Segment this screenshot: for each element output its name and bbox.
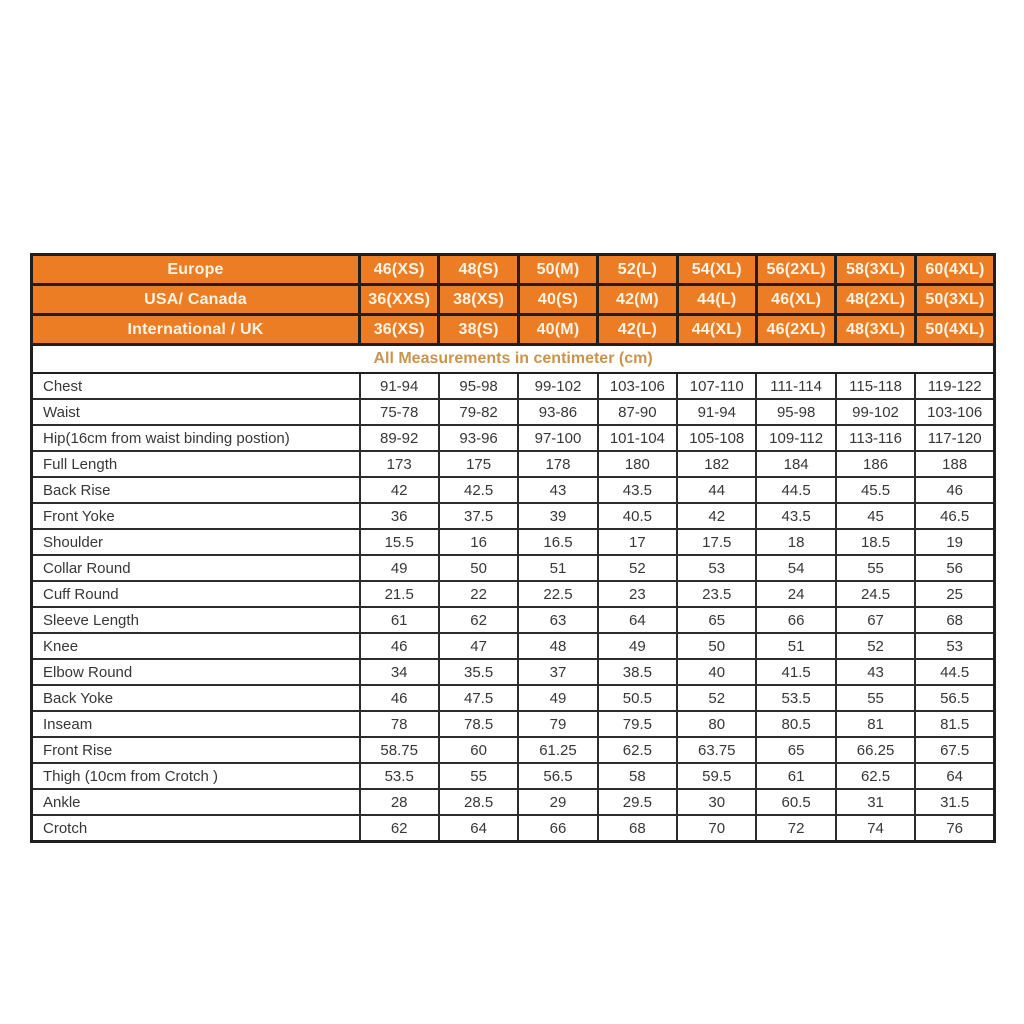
measurement-label: Ankle bbox=[32, 789, 360, 815]
measurement-value-cell: 49 bbox=[598, 633, 677, 659]
measurement-row bbox=[32, 581, 995, 607]
unit-note-row bbox=[32, 345, 995, 374]
measurement-value-cell: 46 bbox=[360, 633, 439, 659]
measurement-value-cell: 68 bbox=[915, 607, 994, 633]
measurement-label: Sleeve Length bbox=[32, 607, 360, 633]
measurement-label: Front Rise bbox=[32, 737, 360, 763]
measurement-label: Front Yoke bbox=[32, 503, 360, 529]
size-value-cell: 52(L) bbox=[598, 255, 677, 285]
size-system-label: International / UK bbox=[32, 315, 360, 345]
measurement-value-cell: 39 bbox=[518, 503, 597, 529]
measurement-unit-note: All Measurements in centimeter (cm) bbox=[32, 345, 995, 374]
measurement-value-cell: 64 bbox=[598, 607, 677, 633]
measurement-value-cell: 21.5 bbox=[360, 581, 439, 607]
size-value-cell: 58(3XL) bbox=[836, 255, 915, 285]
measurement-row bbox=[32, 633, 995, 659]
measurement-value-cell: 62.5 bbox=[836, 763, 915, 789]
measurement-value-cell: 113-116 bbox=[836, 425, 915, 451]
measurement-value-cell: 68 bbox=[598, 815, 677, 842]
size-value-cell: 60(4XL) bbox=[915, 255, 994, 285]
measurement-value-cell: 34 bbox=[360, 659, 439, 685]
measurement-value-cell: 50.5 bbox=[598, 685, 677, 711]
measurement-value-cell: 38.5 bbox=[598, 659, 677, 685]
measurement-value-cell: 56.5 bbox=[915, 685, 994, 711]
measurement-value-cell: 74 bbox=[836, 815, 915, 842]
measurement-value-cell: 47.5 bbox=[439, 685, 518, 711]
measurement-value-cell: 43.5 bbox=[756, 503, 835, 529]
size-value-cell: 48(2XL) bbox=[836, 285, 915, 315]
measurement-value-cell: 91-94 bbox=[360, 373, 439, 399]
measurement-value-cell: 101-104 bbox=[598, 425, 677, 451]
measurement-value-cell: 64 bbox=[439, 815, 518, 842]
measurement-value-cell: 55 bbox=[836, 555, 915, 581]
measurement-label: Shoulder bbox=[32, 529, 360, 555]
measurement-label: Cuff Round bbox=[32, 581, 360, 607]
measurement-value-cell: 19 bbox=[915, 529, 994, 555]
measurement-value-cell: 87-90 bbox=[598, 399, 677, 425]
measurement-value-cell: 54 bbox=[756, 555, 835, 581]
size-value-cell: 42(L) bbox=[598, 315, 677, 345]
measurement-value-cell: 62 bbox=[439, 607, 518, 633]
measurement-value-cell: 53.5 bbox=[360, 763, 439, 789]
measurement-row bbox=[32, 373, 995, 399]
measurement-value-cell: 93-86 bbox=[518, 399, 597, 425]
measurement-value-cell: 52 bbox=[677, 685, 756, 711]
measurement-value-cell: 49 bbox=[360, 555, 439, 581]
measurement-value-cell: 22 bbox=[439, 581, 518, 607]
measurement-row bbox=[32, 477, 995, 503]
size-value-cell: 54(XL) bbox=[677, 255, 756, 285]
measurement-value-cell: 111-114 bbox=[756, 373, 835, 399]
measurement-value-cell: 31 bbox=[836, 789, 915, 815]
measurement-value-cell: 67 bbox=[836, 607, 915, 633]
size-system-row bbox=[32, 255, 995, 285]
measurement-value-cell: 99-102 bbox=[836, 399, 915, 425]
measurement-value-cell: 64 bbox=[915, 763, 994, 789]
measurement-row bbox=[32, 763, 995, 789]
measurement-value-cell: 16 bbox=[439, 529, 518, 555]
measurement-value-cell: 22.5 bbox=[518, 581, 597, 607]
measurement-value-cell: 48 bbox=[518, 633, 597, 659]
size-value-cell: 44(XL) bbox=[677, 315, 756, 345]
measurement-value-cell: 42 bbox=[360, 477, 439, 503]
measurement-value-cell: 45 bbox=[836, 503, 915, 529]
size-value-cell: 36(XXS) bbox=[360, 285, 439, 315]
measurement-value-cell: 62.5 bbox=[598, 737, 677, 763]
measurement-row bbox=[32, 503, 995, 529]
size-value-cell: 38(XS) bbox=[439, 285, 518, 315]
size-system-row bbox=[32, 285, 995, 315]
measurement-value-cell: 30 bbox=[677, 789, 756, 815]
measurement-value-cell: 60.5 bbox=[756, 789, 835, 815]
measurement-value-cell: 65 bbox=[677, 607, 756, 633]
measurement-value-cell: 117-120 bbox=[915, 425, 994, 451]
measurement-label: Chest bbox=[32, 373, 360, 399]
measurement-row bbox=[32, 737, 995, 763]
size-chart-table bbox=[30, 253, 996, 843]
size-value-cell: 44(L) bbox=[677, 285, 756, 315]
measurement-value-cell: 97-100 bbox=[518, 425, 597, 451]
measurement-value-cell: 103-106 bbox=[598, 373, 677, 399]
measurement-value-cell: 72 bbox=[756, 815, 835, 842]
measurement-label: Elbow Round bbox=[32, 659, 360, 685]
measurement-value-cell: 60 bbox=[439, 737, 518, 763]
size-value-cell: 46(XS) bbox=[360, 255, 439, 285]
measurement-value-cell: 99-102 bbox=[518, 373, 597, 399]
size-value-cell: 50(3XL) bbox=[915, 285, 994, 315]
measurement-value-cell: 55 bbox=[836, 685, 915, 711]
measurement-label: Hip(16cm from waist binding postion) bbox=[32, 425, 360, 451]
measurement-value-cell: 46 bbox=[915, 477, 994, 503]
measurement-value-cell: 49 bbox=[518, 685, 597, 711]
measurement-value-cell: 66 bbox=[518, 815, 597, 842]
measurement-value-cell: 76 bbox=[915, 815, 994, 842]
measurement-value-cell: 45.5 bbox=[836, 477, 915, 503]
measurement-value-cell: 81 bbox=[836, 711, 915, 737]
measurement-value-cell: 25 bbox=[915, 581, 994, 607]
measurement-value-cell: 29.5 bbox=[598, 789, 677, 815]
measurement-value-cell: 47 bbox=[439, 633, 518, 659]
measurement-label: Back Yoke bbox=[32, 685, 360, 711]
measurement-value-cell: 53.5 bbox=[756, 685, 835, 711]
measurement-value-cell: 23 bbox=[598, 581, 677, 607]
measurement-label: Inseam bbox=[32, 711, 360, 737]
measurement-value-cell: 107-110 bbox=[677, 373, 756, 399]
measurement-value-cell: 79.5 bbox=[598, 711, 677, 737]
measurement-value-cell: 56.5 bbox=[518, 763, 597, 789]
measurement-value-cell: 40.5 bbox=[598, 503, 677, 529]
size-value-cell: 48(S) bbox=[439, 255, 518, 285]
measurement-row bbox=[32, 685, 995, 711]
measurement-value-cell: 37 bbox=[518, 659, 597, 685]
measurement-value-cell: 80.5 bbox=[756, 711, 835, 737]
measurement-label: Full Length bbox=[32, 451, 360, 477]
measurement-value-cell: 31.5 bbox=[915, 789, 994, 815]
measurement-value-cell: 51 bbox=[518, 555, 597, 581]
measurement-value-cell: 43 bbox=[836, 659, 915, 685]
measurement-value-cell: 53 bbox=[677, 555, 756, 581]
measurement-label: Collar Round bbox=[32, 555, 360, 581]
measurement-value-cell: 53 bbox=[915, 633, 994, 659]
measurement-value-cell: 78.5 bbox=[439, 711, 518, 737]
measurement-value-cell: 46.5 bbox=[915, 503, 994, 529]
size-system-label: Europe bbox=[32, 255, 360, 285]
measurement-row bbox=[32, 555, 995, 581]
measurement-value-cell: 58 bbox=[598, 763, 677, 789]
measurement-value-cell: 58.75 bbox=[360, 737, 439, 763]
measurement-value-cell: 70 bbox=[677, 815, 756, 842]
measurement-value-cell: 28.5 bbox=[439, 789, 518, 815]
measurement-row bbox=[32, 451, 995, 477]
measurement-label: Waist bbox=[32, 399, 360, 425]
measurement-value-cell: 56 bbox=[915, 555, 994, 581]
measurement-row bbox=[32, 789, 995, 815]
size-system-row bbox=[32, 315, 995, 345]
size-value-cell: 40(S) bbox=[518, 285, 597, 315]
measurement-value-cell: 16.5 bbox=[518, 529, 597, 555]
measurement-value-cell: 80 bbox=[677, 711, 756, 737]
measurement-value-cell: 42 bbox=[677, 503, 756, 529]
measurement-value-cell: 66.25 bbox=[836, 737, 915, 763]
measurement-value-cell: 61 bbox=[756, 763, 835, 789]
measurement-row bbox=[32, 425, 995, 451]
size-value-cell: 36(XS) bbox=[360, 315, 439, 345]
measurement-label: Crotch bbox=[32, 815, 360, 842]
measurement-value-cell: 63.75 bbox=[677, 737, 756, 763]
measurement-value-cell: 52 bbox=[598, 555, 677, 581]
measurement-value-cell: 18 bbox=[756, 529, 835, 555]
size-systems-header bbox=[32, 255, 995, 345]
measurement-value-cell: 52 bbox=[836, 633, 915, 659]
measurement-value-cell: 61.25 bbox=[518, 737, 597, 763]
measurement-row bbox=[32, 711, 995, 737]
measurement-value-cell: 36 bbox=[360, 503, 439, 529]
measurement-value-cell: 17 bbox=[598, 529, 677, 555]
measurement-value-cell: 44 bbox=[677, 477, 756, 503]
size-value-cell: 40(M) bbox=[518, 315, 597, 345]
measurement-label: Thigh (10cm from Crotch ) bbox=[32, 763, 360, 789]
measurement-value-cell: 62 bbox=[360, 815, 439, 842]
size-system-label: USA/ Canada bbox=[32, 285, 360, 315]
measurement-value-cell: 40 bbox=[677, 659, 756, 685]
measurement-value-cell: 50 bbox=[677, 633, 756, 659]
measurement-label: Back Rise bbox=[32, 477, 360, 503]
measurement-value-cell: 51 bbox=[756, 633, 835, 659]
measurement-value-cell: 24.5 bbox=[836, 581, 915, 607]
measurement-value-cell: 61 bbox=[360, 607, 439, 633]
measurements-body bbox=[32, 345, 995, 842]
measurement-value-cell: 35.5 bbox=[439, 659, 518, 685]
measurement-value-cell: 78 bbox=[360, 711, 439, 737]
measurement-value-cell: 115-118 bbox=[836, 373, 915, 399]
measurement-row bbox=[32, 659, 995, 685]
measurement-value-cell: 37.5 bbox=[439, 503, 518, 529]
measurement-value-cell: 18.5 bbox=[836, 529, 915, 555]
measurement-value-cell: 15.5 bbox=[360, 529, 439, 555]
measurement-value-cell: 43 bbox=[518, 477, 597, 503]
measurement-value-cell: 28 bbox=[360, 789, 439, 815]
size-value-cell: 50(M) bbox=[518, 255, 597, 285]
measurement-value-cell: 184 bbox=[756, 451, 835, 477]
measurement-value-cell: 41.5 bbox=[756, 659, 835, 685]
measurement-row bbox=[32, 529, 995, 555]
measurement-value-cell: 44.5 bbox=[756, 477, 835, 503]
measurement-value-cell: 180 bbox=[598, 451, 677, 477]
measurement-row bbox=[32, 815, 995, 842]
measurement-value-cell: 81.5 bbox=[915, 711, 994, 737]
measurement-value-cell: 66 bbox=[756, 607, 835, 633]
measurement-value-cell: 91-94 bbox=[677, 399, 756, 425]
measurement-value-cell: 186 bbox=[836, 451, 915, 477]
measurement-value-cell: 17.5 bbox=[677, 529, 756, 555]
measurement-value-cell: 65 bbox=[756, 737, 835, 763]
measurement-value-cell: 42.5 bbox=[439, 477, 518, 503]
size-value-cell: 50(4XL) bbox=[915, 315, 994, 345]
measurement-value-cell: 63 bbox=[518, 607, 597, 633]
measurement-value-cell: 55 bbox=[439, 763, 518, 789]
measurement-value-cell: 105-108 bbox=[677, 425, 756, 451]
size-value-cell: 46(XL) bbox=[756, 285, 835, 315]
measurement-value-cell: 29 bbox=[518, 789, 597, 815]
measurement-value-cell: 119-122 bbox=[915, 373, 994, 399]
size-value-cell: 48(3XL) bbox=[836, 315, 915, 345]
measurement-value-cell: 188 bbox=[915, 451, 994, 477]
measurement-label: Knee bbox=[32, 633, 360, 659]
measurement-value-cell: 59.5 bbox=[677, 763, 756, 789]
measurement-value-cell: 178 bbox=[518, 451, 597, 477]
measurement-value-cell: 67.5 bbox=[915, 737, 994, 763]
size-value-cell: 46(2XL) bbox=[756, 315, 835, 345]
size-value-cell: 56(2XL) bbox=[756, 255, 835, 285]
measurement-value-cell: 24 bbox=[756, 581, 835, 607]
measurement-value-cell: 182 bbox=[677, 451, 756, 477]
measurement-row bbox=[32, 607, 995, 633]
measurement-value-cell: 109-112 bbox=[756, 425, 835, 451]
measurement-value-cell: 23.5 bbox=[677, 581, 756, 607]
measurement-value-cell: 75-78 bbox=[360, 399, 439, 425]
measurement-value-cell: 173 bbox=[360, 451, 439, 477]
measurement-value-cell: 95-98 bbox=[756, 399, 835, 425]
measurement-value-cell: 93-96 bbox=[439, 425, 518, 451]
measurement-value-cell: 79 bbox=[518, 711, 597, 737]
size-value-cell: 42(M) bbox=[598, 285, 677, 315]
measurement-value-cell: 175 bbox=[439, 451, 518, 477]
measurement-value-cell: 103-106 bbox=[915, 399, 994, 425]
measurement-value-cell: 95-98 bbox=[439, 373, 518, 399]
measurement-value-cell: 89-92 bbox=[360, 425, 439, 451]
measurement-row bbox=[32, 399, 995, 425]
measurement-value-cell: 43.5 bbox=[598, 477, 677, 503]
measurement-value-cell: 44.5 bbox=[915, 659, 994, 685]
measurement-value-cell: 79-82 bbox=[439, 399, 518, 425]
measurement-value-cell: 50 bbox=[439, 555, 518, 581]
size-value-cell: 38(S) bbox=[439, 315, 518, 345]
measurement-value-cell: 46 bbox=[360, 685, 439, 711]
